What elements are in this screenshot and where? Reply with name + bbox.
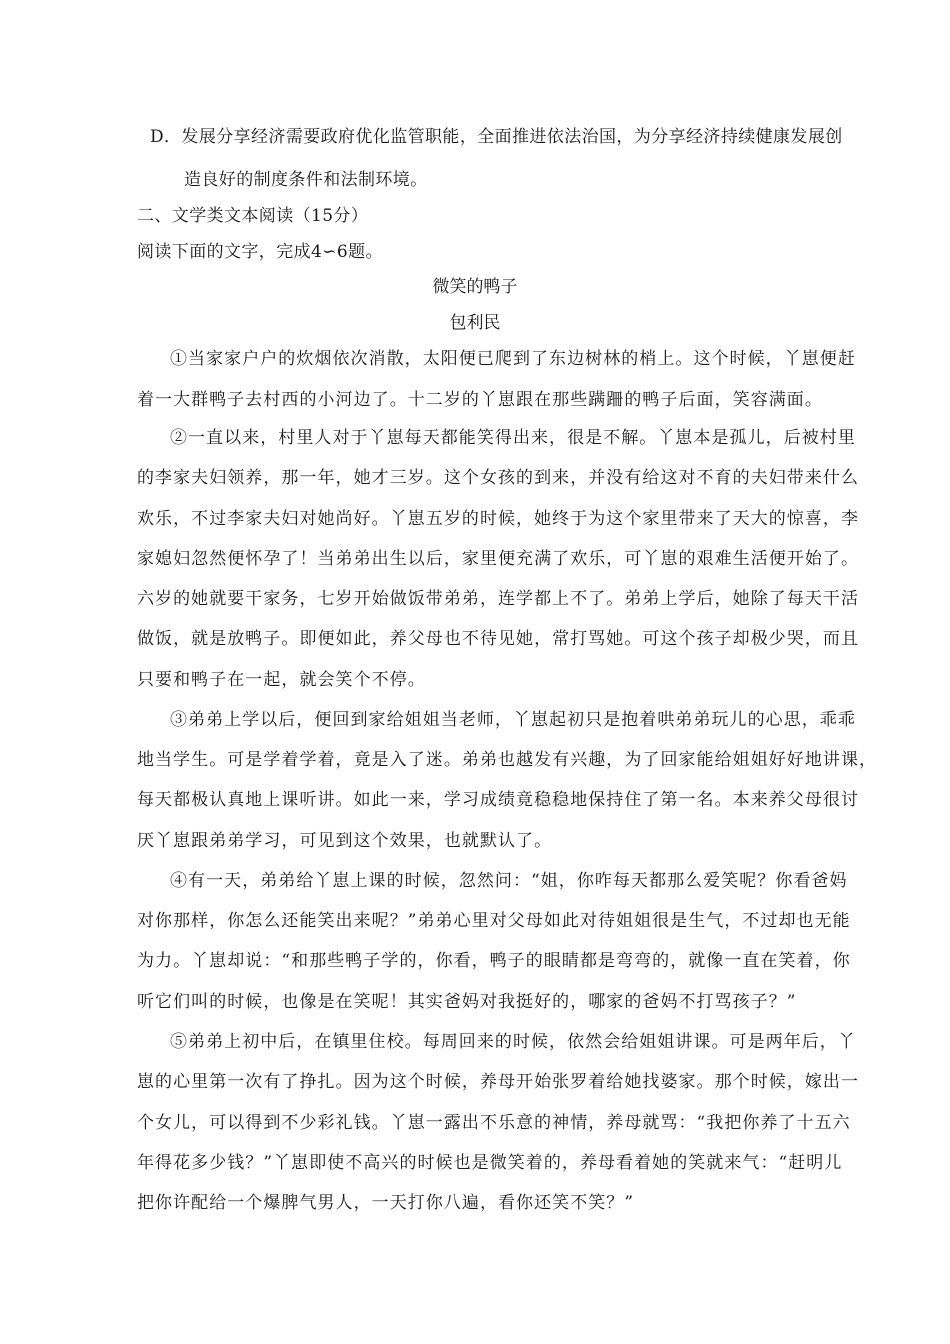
paragraph-1-line-2: 着一大群鸭子去村西的小河边了。十二岁的丫崽跟在那些蹒跚的鸭子后面，笑容满面。 [137,390,823,410]
paragraph-2-line-4: 家媳妇忽然便怀孕了！当弟弟出生以后，家里便充满了欢乐，可丫崽的艰难生活便开始了。 [137,549,859,569]
paragraph-2-line-1: ②一直以来，村里人对于丫崽每天都能笑得出来，很是不解。丫崽本是孤儿，后被村里 [170,428,856,448]
paragraph-3-line-2: 地当学生。可是学着学着，竟是入了迷。弟弟也越发有兴趣，为了回家能给姐姐好好地讲课， [137,750,878,770]
paragraph-5-line-2: 崽的心里第一次有了挣扎。因为这个时候，养母开始张罗着给她找婆家。那个时候，嫁出一 [137,1072,859,1092]
paragraph-5-line-3: 个女儿，可以得到不少彩礼钱。丫崽一露出不乐意的神情，养母就骂：“我把你养了十五六 [137,1113,851,1133]
paragraph-4-line-3: 为力。丫崽却说：“和那些鸭子学的，你看，鸭子的眼睛都是弯弯的，就像一直在笑着，你 [137,951,851,971]
option-d-line-2: 造良好的制度条件和法制环境。 [184,170,428,190]
paragraph-3-line-3: 每天都极认真地上课听讲。如此一来，学习成绩竟稳稳地保持住了第一名。本来养父母很讨 [137,790,859,810]
paragraph-2-line-7: 只要和鸭子在一起，就会笑个不停。 [137,670,426,690]
section-heading: 二、文学类文本阅读（15分） [137,206,369,226]
article-title: 微笑的鸭子 [432,277,518,297]
paragraph-4-line-4: 听它们叫的时候，也像是在笑呢！其实爸妈对我挺好的，哪家的爸妈不打骂孩子？” [137,992,797,1012]
paragraph-3-line-1: ③弟弟上学以后，便回到家给姐姐当老师，丫崽起初只是抱着哄弟弟玩儿的心思，乖乖 [170,710,856,730]
paragraph-2-line-3: 欢乐，不过李家夫妇对她尚好。丫崽五岁的时候，她终于为这个家里带来了天大的惊喜，李 [137,509,859,529]
paragraph-5-line-5: 把你许配给一个爆脾气男人，一天打你八遍，看你还笑不笑？” [137,1193,635,1213]
article-author: 包利民 [449,313,501,333]
paragraph-3-line-4: 厌丫崽跟弟弟学习，可见到这个效果，也就默认了。 [137,831,553,851]
paragraph-2-line-2: 的李家夫妇领养，那一年，她才三岁。这个女孩的到来，并没有给这对不育的夫妇带来什么 [137,468,859,488]
paragraph-2-line-5: 六岁的她就要干家务，七岁开始做饭带弟弟，连学都上不了。弟弟上学后，她除了每天干活 [137,589,859,609]
paragraph-4-line-2: 对你那样，你怎么还能笑出来呢？”弟弟心里对父母如此对待姐姐很是生气，不过却也无能 [137,911,851,931]
paragraph-5-line-1: ⑤弟弟上初中后，在镇里住校。每周回来的时候，依然会给姐姐讲课。可是两年后，丫 [170,1032,856,1052]
paragraph-5-line-4: 年得花多少钱？”丫崽即使不高兴的时候也是微笑着的，养母看着她的笑就来气：“赶明儿 [137,1153,843,1173]
paragraph-1-line-1: ①当家家户户的炊烟依次消散，太阳便已爬到了东边树林的梢上。这个时候，丫崽便赶 [170,349,856,369]
option-d-line-1: D．发展分享经济需要政府优化监管职能，全面推进依法治国，为分享经济持续健康发展创 [150,127,843,147]
paragraph-2-line-6: 做饭，就是放鸭子。即便如此，养父母也不待见她，常打骂她。可这个孩子却极少哭，而且 [137,629,859,649]
paragraph-4-line-1: ④有一天，弟弟给丫崽上课的时候，忽然问：“姐，你咋每天都那么爱笑呢？你看爸妈 [170,871,848,891]
section-instruction: 阅读下面的文字，完成4∽6题。 [137,242,383,262]
